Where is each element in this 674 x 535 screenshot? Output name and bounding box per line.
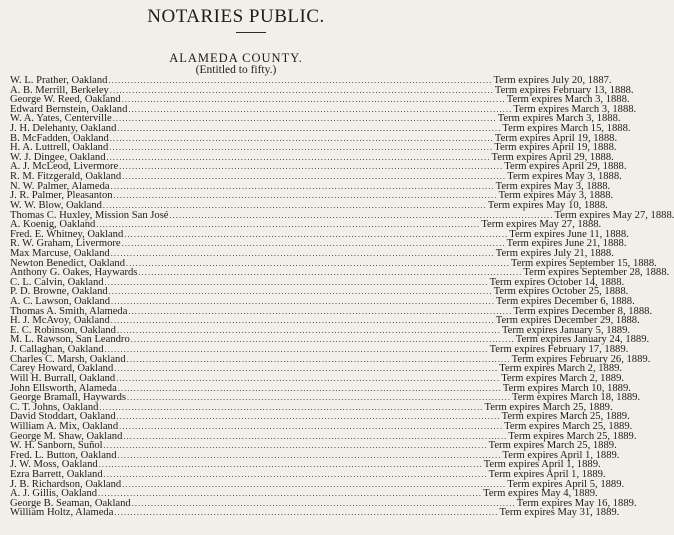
dot-leader: ........................................................................................................................ xyxy=(110,248,495,258)
dot-leader: ........................................................................................................................ xyxy=(109,85,494,95)
notary-list xyxy=(10,75,674,519)
term-expiry: Term expires April 19, 1888. xyxy=(494,132,618,144)
dot-leader: ........................................................................................................................ xyxy=(111,297,496,307)
list-item xyxy=(10,507,620,519)
term-expiry: Term expires December 29, 1888. xyxy=(495,315,640,327)
dot-leader: ........................................................................................................................ xyxy=(113,191,498,201)
dot-leader: ........................................................................................................................ xyxy=(116,325,501,335)
dot-leader: ........................................................................................................................ xyxy=(138,268,523,278)
term-expiry: Term expires March 2, 1889. xyxy=(501,372,625,384)
dot-leader: ........................................................................................................................ xyxy=(114,508,499,518)
dot-leader: ........................................................................................................................ xyxy=(119,421,504,431)
notary-name: H. J. McAvoy, Oakland xyxy=(10,315,110,327)
notary-name: A. C. Lawson, Oakland xyxy=(10,296,111,308)
dot-leader: ........................................................................................................................ xyxy=(96,220,481,230)
notary-name: E. C. Robinson, Oakland xyxy=(10,324,116,336)
dot-leader: ........................................................................................................................ xyxy=(109,143,494,153)
dot-leader: ........................................................................................................................ xyxy=(104,277,489,287)
dot-leader: ........................................................................................................................ xyxy=(112,114,497,124)
dot-leader: ........................................................................................................................ xyxy=(121,239,506,249)
term-expiry: Term expires March 3, 1888. xyxy=(513,103,637,115)
notary-name: William Holtz, Alameda xyxy=(10,507,114,519)
dot-leader: ........................................................................................................................ xyxy=(116,373,501,383)
term-expiry: Term expires January 5, 1889. xyxy=(501,324,631,336)
title-rule xyxy=(236,32,266,33)
term-expiry: Term expires March 25, 1889. xyxy=(501,411,630,423)
notary-name: J. H. Delehanty, Oakland xyxy=(10,123,117,135)
notary-name: A. Koenig, Oakland xyxy=(10,219,96,231)
notary-name: J. R. Palmer, Pleasanton xyxy=(10,190,113,202)
dot-leader: ........................................................................................................................ xyxy=(121,95,506,105)
term-expiry: Term expires December 6, 1888. xyxy=(496,296,635,308)
dot-leader: ........................................................................................................................ xyxy=(110,181,495,191)
notary-name: H. A. Luttrell, Oakland xyxy=(10,142,109,154)
notary-name: Ezra Barrett, Oakland xyxy=(10,468,103,480)
notary-name: W. J. Dingee, Oakland xyxy=(10,151,106,163)
notary-name: Edward Bernstein, Oakland xyxy=(10,103,128,115)
term-expiry: Term expires June 21, 1888. xyxy=(506,238,627,250)
section-subtitle: (Entitled to fifty.) xyxy=(195,64,277,76)
notary-name: A. B. Merrill, Berkeley xyxy=(10,84,109,96)
notary-name: W. L. Prather, Oakland xyxy=(10,75,108,86)
notary-name: David Stoddart, Oakland xyxy=(10,411,116,423)
dot-leader: ........................................................................................................................ xyxy=(108,287,493,297)
notary-name: A. J. Gillis, Oakland xyxy=(10,488,98,500)
notary-name: Newton Benedict, Oakland xyxy=(10,257,126,269)
notary-name: B. McFadden, Oakland xyxy=(10,132,109,144)
term-expiry: Term expires March 3, 1888. xyxy=(506,94,630,106)
term-expiry: Term expires April 29, 1888. xyxy=(491,151,614,163)
notary-name: C. L. Calvin, Oakland xyxy=(10,276,104,288)
notary-name: J. B. Richardson, Oakland xyxy=(10,478,122,490)
term-expiry: Term expires June 11, 1888. xyxy=(509,228,629,240)
notary-name: M. L. Rawson, San Leandro xyxy=(10,334,130,346)
dot-leader: ........................................................................................................................ xyxy=(102,200,487,210)
notary-name: John Ellsworth, Alameda xyxy=(10,382,117,394)
term-expiry: Term expires February 26, 1889. xyxy=(511,353,651,365)
term-expiry: Term expires October 25, 1888. xyxy=(493,286,629,298)
dot-leader: ........................................................................................................................ xyxy=(116,412,501,422)
dot-leader: ........................................................................................................................ xyxy=(123,431,508,441)
term-expiry: Term expires March 2, 1889. xyxy=(499,363,623,375)
term-expiry: Term expires March 25, 1889. xyxy=(484,401,613,413)
dot-leader: ........................................................................................................................ xyxy=(117,450,502,460)
term-expiry: Term expires January 24, 1889. xyxy=(515,334,650,346)
term-expiry: Term expires April 1, 1889. xyxy=(483,459,601,471)
term-expiry: Term expires March 18, 1889. xyxy=(512,392,641,404)
notary-name: C. T. Johns, Oakland xyxy=(10,401,99,413)
dot-leader: ........................................................................................................................ xyxy=(122,172,507,182)
dot-leader: ........................................................................................................................ xyxy=(169,210,554,220)
section-heading: ALAMEDA COUNTY. xyxy=(169,51,303,65)
term-expiry: Term expires May 3, 1888. xyxy=(507,171,622,183)
term-expiry: Term expires May 27, 1888. xyxy=(554,209,674,221)
notary-name: W. A. Yates, Centerville xyxy=(10,113,112,125)
notary-name: Fred. L. Button, Oakland xyxy=(10,449,117,461)
notary-name: Anthony G. Oakes, Haywards xyxy=(10,267,138,279)
term-expiry: Term expires May 3, 1888. xyxy=(495,180,611,192)
dot-leader: ........................................................................................................................ xyxy=(126,258,511,268)
term-expiry: Term expires February 17, 1889. xyxy=(489,344,629,356)
term-expiry: Term expires March 10, 1889. xyxy=(502,382,631,394)
term-expiry: Term expires March 25, 1889. xyxy=(488,440,617,452)
notary-name: Charles C. Marsh, Oakland xyxy=(10,353,126,365)
term-expiry: Term expires April 1, 1889. xyxy=(502,449,620,461)
term-expiry: Term expires May 16, 1889. xyxy=(516,497,637,509)
dot-leader: ........................................................................................................................ xyxy=(117,383,502,393)
notary-name: Carey Howard, Oakland xyxy=(10,363,114,375)
term-expiry: Term expires March 25, 1889. xyxy=(504,420,633,432)
term-expiry: Term expires April 19, 1888. xyxy=(494,142,617,154)
notary-name: J. Callaghan, Oakland xyxy=(10,344,104,356)
dot-leader: ........................................................................................................................ xyxy=(130,335,515,345)
term-expiry: Term expires February 13, 1888. xyxy=(494,84,634,96)
term-expiry: Term expires May 3, 1888. xyxy=(498,190,614,202)
dot-leader: ........................................................................................................................ xyxy=(108,76,493,85)
dot-leader: ........................................................................................................................ xyxy=(128,104,513,114)
term-expiry: Term expires October 14, 1888. xyxy=(489,276,625,288)
term-expiry: Term expires September 15, 1888. xyxy=(511,257,657,269)
dot-leader: ........................................................................................................................ xyxy=(131,498,516,508)
term-expiry: Term expires May 27, 1888. xyxy=(481,219,602,231)
notary-name: R. W. Graham, Livermore xyxy=(10,238,121,250)
notary-name: R. M. Fitzgerald, Oakland xyxy=(10,171,122,183)
term-expiry: Term expires April 29, 1888. xyxy=(504,161,627,173)
term-expiry: Term expires May 10, 1888. xyxy=(487,199,608,211)
dot-leader: ........................................................................................................................ xyxy=(98,489,483,499)
dot-leader: ........................................................................................................................ xyxy=(99,402,484,412)
dot-leader: ........................................................................................................................ xyxy=(103,469,488,479)
notary-name: George B. Seaman, Oakland xyxy=(10,497,131,509)
dot-leader: ........................................................................................................................ xyxy=(106,152,491,162)
notary-name: Thomas C. Huxley, Mission San José xyxy=(10,209,169,221)
term-expiry: Term expires July 21, 1888. xyxy=(495,247,614,259)
dot-leader: ........................................................................................................................ xyxy=(122,479,507,489)
notary-name: W. W. Blow, Oakland xyxy=(10,199,102,211)
notary-name: William A. Mix, Oakland xyxy=(10,420,119,432)
term-expiry: Term expires March 25, 1889. xyxy=(508,430,637,442)
notary-name: W. H. Sanborn, Suñol xyxy=(10,440,103,452)
dot-leader: ........................................................................................................................ xyxy=(104,345,489,355)
term-expiry: Term expires May 31, 1889. xyxy=(499,507,620,519)
dot-leader: ........................................................................................................................ xyxy=(119,162,504,172)
notary-name: Thomas A. Smith, Alameda xyxy=(10,305,128,317)
notary-name: George M. Shaw, Oakland xyxy=(10,430,123,442)
dot-leader: ........................................................................................................................ xyxy=(128,306,513,316)
notary-name: A. J. McLeod, Livermore xyxy=(10,161,119,173)
dot-leader: ........................................................................................................................ xyxy=(103,441,488,451)
page-title: NOTARIES PUBLIC. xyxy=(147,6,325,27)
term-expiry: Term expires March 15, 1888. xyxy=(502,123,631,135)
notary-name: Will H. Burrall, Oakland xyxy=(10,372,116,384)
dot-leader: ........................................................................................................................ xyxy=(127,393,512,403)
term-expiry: Term expires December 8, 1888. xyxy=(513,305,653,317)
dot-leader: ........................................................................................................................ xyxy=(109,133,494,143)
term-expiry: Term expires July 20, 1887. xyxy=(493,75,612,86)
notary-name: George W. Reed, Oakland xyxy=(10,94,121,106)
notary-name: George Bramall, Haywards xyxy=(10,392,127,404)
dot-leader: ........................................................................................................................ xyxy=(110,316,495,326)
term-expiry: Term expires September 28, 1888. xyxy=(523,267,670,279)
term-expiry: Term expires May 4, 1889. xyxy=(483,488,598,500)
dot-leader: ........................................................................................................................ xyxy=(98,460,483,470)
notary-name: Fred. E. Whitney, Oakland xyxy=(10,228,124,240)
term-expiry: Term expires April 1, 1889. xyxy=(488,468,606,480)
dot-leader: ........................................................................................................................ xyxy=(126,354,511,364)
dot-leader: ........................................................................................................................ xyxy=(117,124,502,134)
notary-name: P. D. Browne, Oakland xyxy=(10,286,108,298)
term-expiry: Term expires March 3, 1888. xyxy=(497,113,621,125)
term-expiry: Term expires April 5, 1889. xyxy=(507,478,625,490)
dot-leader: ........................................................................................................................ xyxy=(114,364,499,374)
notary-name: N. W. Palmer, Alameda xyxy=(10,180,110,192)
notary-name: Max Marcuse, Oakland xyxy=(10,247,110,259)
notary-name: J. W. Moss, Oakland xyxy=(10,459,98,471)
dot-leader: ........................................................................................................................ xyxy=(124,229,509,239)
